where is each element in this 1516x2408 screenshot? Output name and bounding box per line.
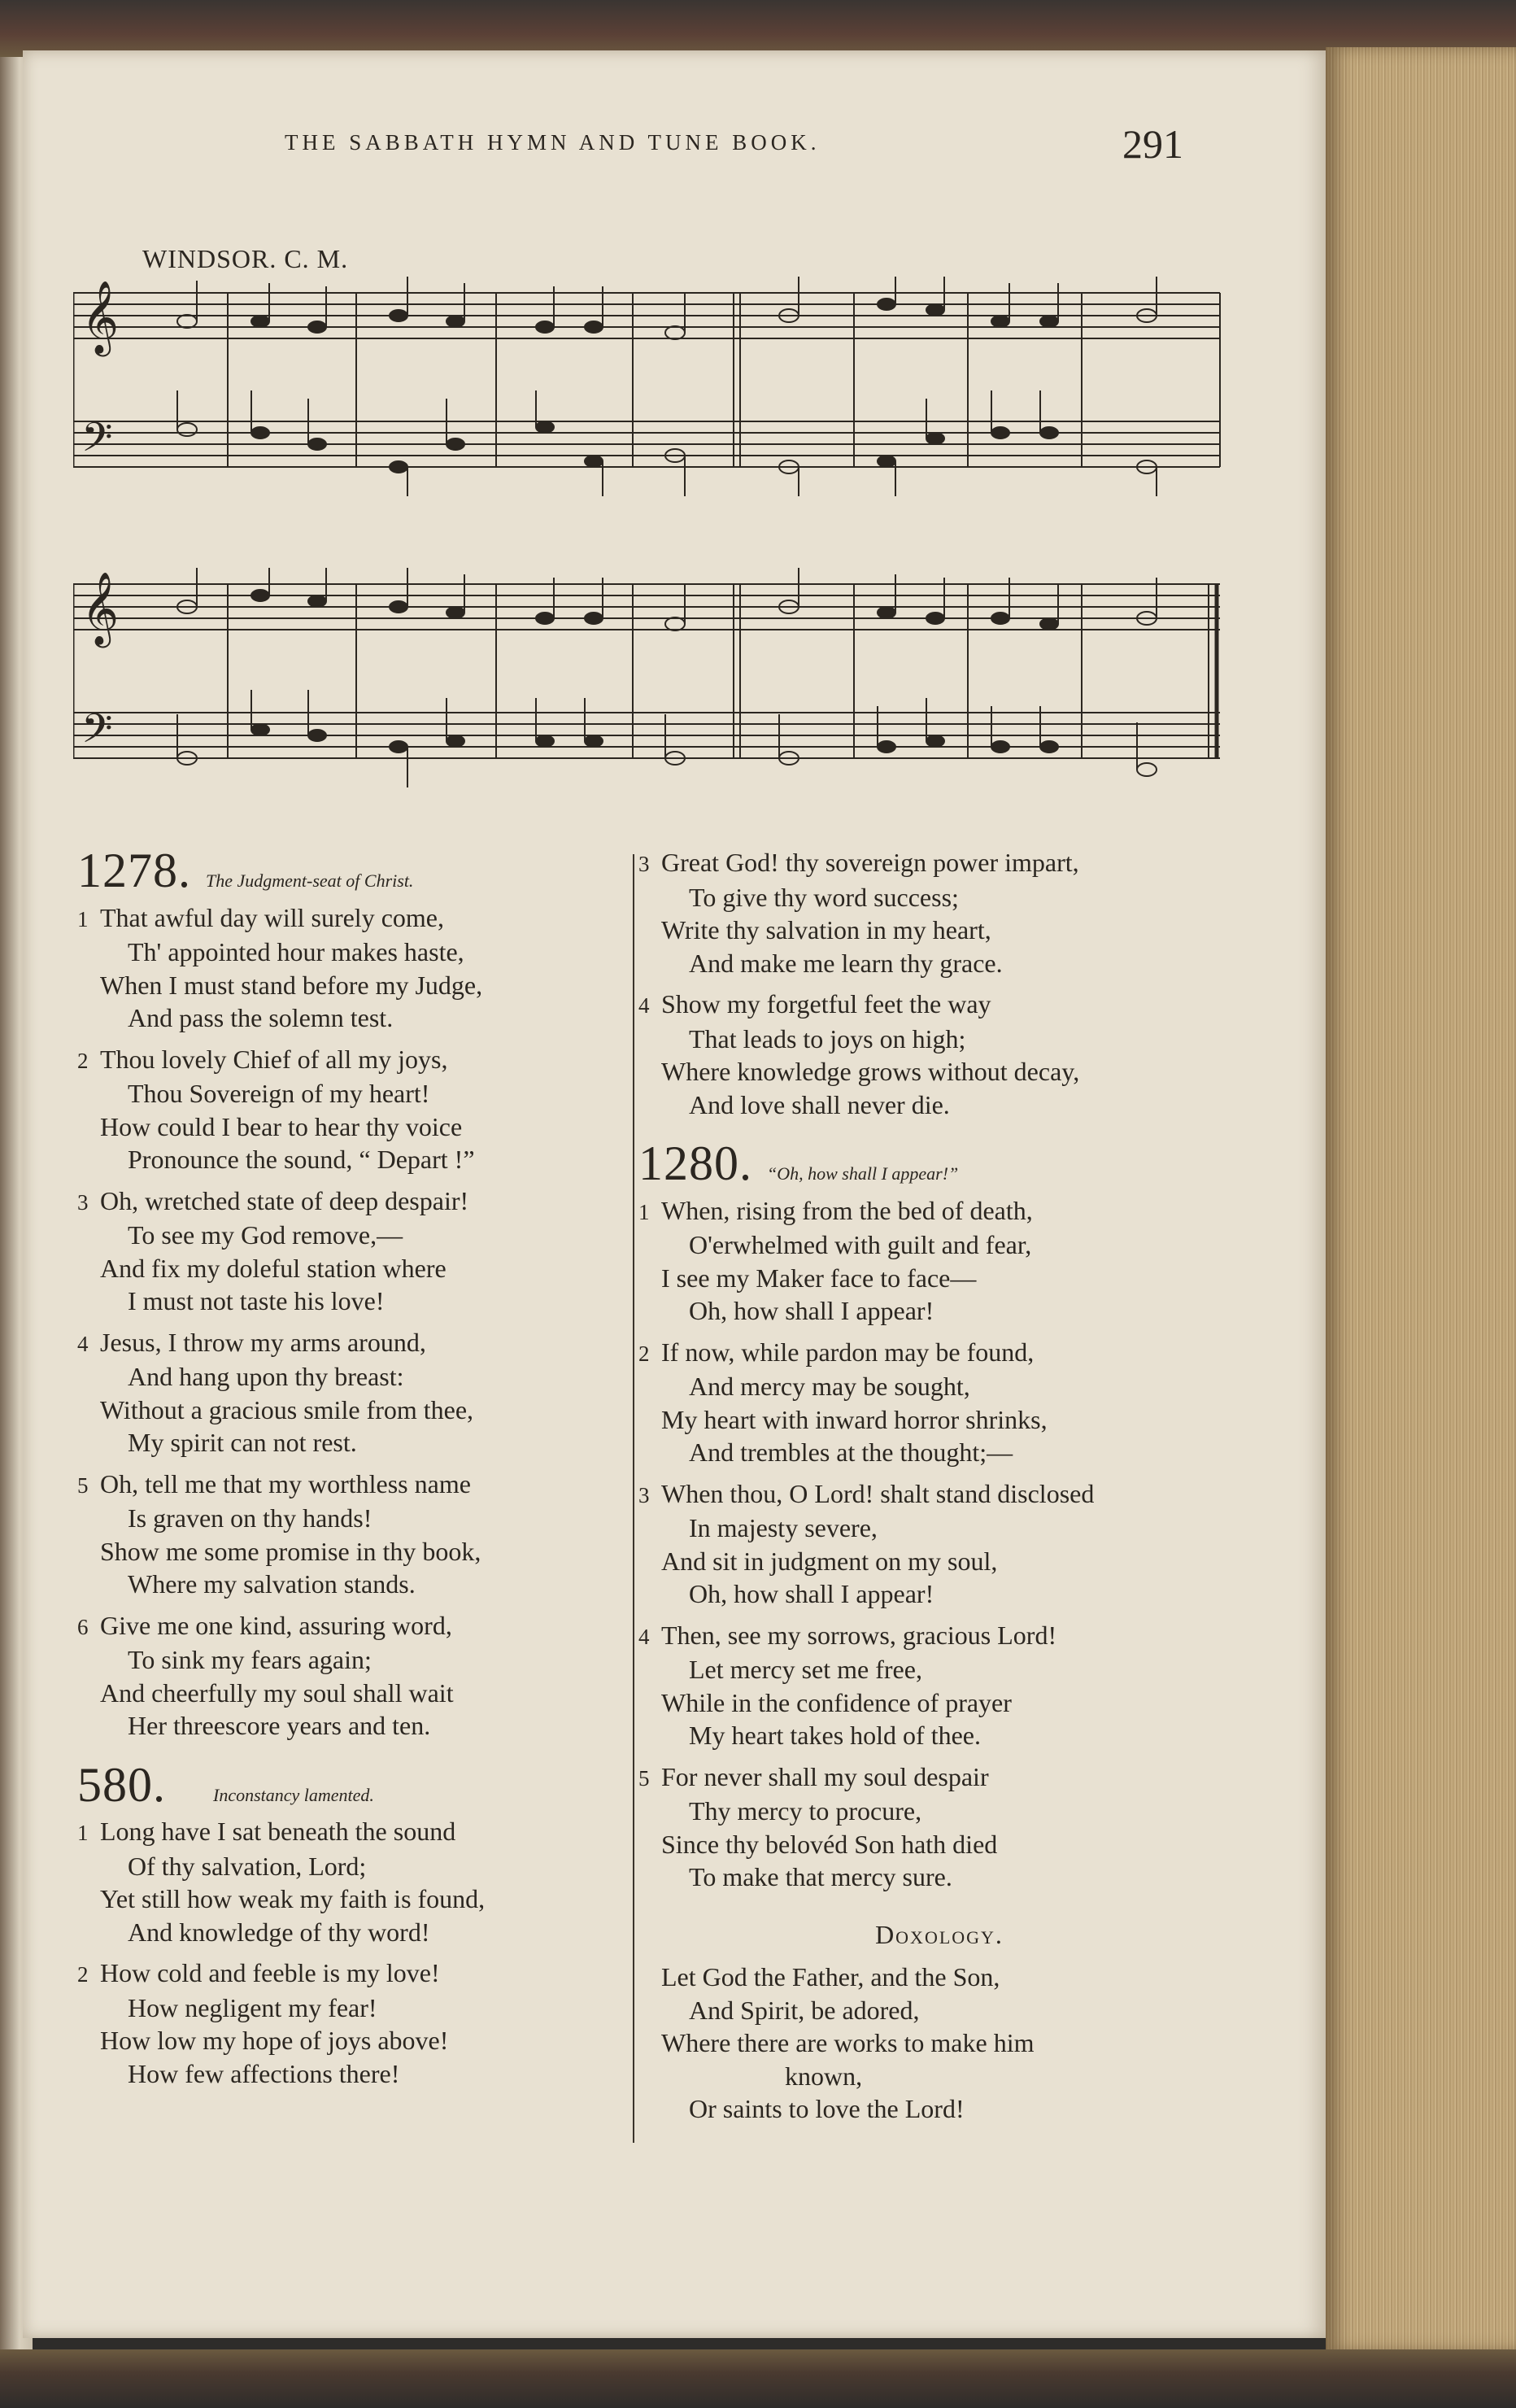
verse-line: And cheerfully my soul shall wait [100, 1677, 454, 1708]
stanza: 1 That awful day will surely come, Th' appointed hour makes haste, When I must stand before my Judge, And pass the solemn test. [77, 901, 598, 1035]
verse-line: And love shall never die. [689, 1089, 950, 1119]
stanza: 3 When thou, O Lord! shalt stand disclosed In majesty severe, And sit in judgment on my soul, Oh, how shall I appear! [638, 1477, 1240, 1611]
verse-line: Her threescore years and ten. [128, 1711, 431, 1740]
verse-line: How could I bear to hear thy voice [100, 1111, 463, 1141]
hymn-subtitle: The Judgment-seat of Christ. [206, 870, 414, 891]
right-column [638, 846, 1240, 2134]
verse-line: Th' appointed hour makes haste, [128, 937, 464, 966]
verse-line: Is graven on thy hands! [128, 1503, 372, 1533]
verse-line: Let God the Father, and the Son, [661, 1962, 1000, 1991]
verse-line: To see my God remove,— [128, 1220, 403, 1250]
doxology-title: Doxology. [875, 1919, 1004, 1949]
verse-line: Long have I sat beneath the sound [100, 1817, 456, 1846]
verse-line: Give me one kind, assuring word, [100, 1610, 452, 1640]
verse-line: My heart with inward horror shrinks, [661, 1404, 1048, 1434]
stanza: 5 For never shall my soul despair Thy mercy to procure, Since thy belovéd Son hath died To make that mercy sure. [638, 1760, 1240, 1894]
verse-line: While in the confidence of prayer [661, 1687, 1012, 1717]
verse-line: known, [785, 2061, 863, 2091]
book-binding-top [0, 0, 1516, 57]
verse-line: Of thy salvation, Lord; [128, 1851, 367, 1881]
stanza: 4 Jesus, I throw my arms around, And hang upon thy breast: Without a gracious smile from thee, My spirit can not rest. [77, 1326, 598, 1459]
verse-line: Or saints to love the Lord! [689, 2094, 965, 2123]
verse-line: Write thy salvation in my heart, [661, 915, 991, 944]
verse-line: Let mercy set me free, [689, 1655, 922, 1684]
column-divider [633, 854, 634, 2143]
svg-text:𝄢: 𝄢 [81, 705, 113, 762]
verse-line: And mercy may be sought, [689, 1372, 970, 1401]
verse-line: And knowledge of thy word! [128, 1917, 430, 1947]
verse-line: My heart takes hold of thee. [689, 1721, 981, 1750]
verse-line: Thou Sovereign of my heart! [128, 1079, 430, 1108]
stanza: 6 Give me one kind, assuring word, To sink my fears again; And cheerfully my soul shall wait Her threescore years and ten. [77, 1609, 598, 1743]
hymn-1278-heading [77, 846, 598, 898]
verse-line: That leads to joys on high; [689, 1023, 966, 1054]
stanza: 1 When, rising from the bed of death, O'erwhelmed with guilt and fear, I see my Maker face to face— Oh, how shall I appear! [638, 1194, 1240, 1328]
svg-text:𝄢: 𝄢 [81, 414, 113, 471]
running-head: THE SABBATH HYMN AND TUNE BOOK. [285, 130, 821, 155]
verse-line: Thou lovely Chief of all my joys, [100, 1044, 448, 1074]
verse-line: Then, see my sorrows, gracious Lord! [661, 1620, 1057, 1650]
verse-line: Where my salvation stands. [128, 1569, 416, 1599]
hymn-subtitle: Inconstancy lamented. [213, 1784, 374, 1805]
verse-line: And sit in judgment on my soul, [661, 1546, 998, 1576]
verse-line: Great God! thy sovereign power impart, [661, 848, 1079, 877]
stanza: 2 How cold and feeble is my love! How negligent my fear! How low my hope of joys above! How few affections there! [77, 1956, 598, 2090]
verse-line: To sink my fears again; [128, 1645, 372, 1674]
stanza: 5 Oh, tell me that my worthless name Is graven on thy hands! Show me some promise in thy book, Where my salvation stands. [77, 1468, 598, 1601]
hymn-580-heading [77, 1757, 598, 1813]
verse-line: Show my forgetful feet the way [661, 989, 991, 1019]
verse-line: How negligent my fear! [128, 1992, 377, 2022]
hymn-number: 1278. [77, 844, 191, 897]
hymn-subtitle: “Oh, how shall I appear!” [767, 1163, 959, 1184]
verse-line: When I must stand before my Judge, [100, 970, 483, 1000]
hymn-number: 580. [77, 1757, 166, 1812]
verse-line: That awful day will surely come, [100, 902, 444, 932]
verse-line: Oh, tell me that my worthless name [100, 1468, 471, 1498]
verse-line: Since thy belovéd Son hath died [661, 1829, 998, 1859]
tune-title: WINDSOR. C. M. [142, 244, 349, 273]
stanza: 3 Oh, wretched state of deep despair! To see my God remove,— And fix my doleful station where I must not taste his love! [77, 1184, 598, 1318]
stanza: 4 Then, see my sorrows, gracious Lord! Let mercy set me free, While in the confidence of prayer My heart takes hold of thee. [638, 1619, 1240, 1752]
verse-line: When thou, O Lord! shalt stand disclosed [661, 1478, 1095, 1508]
verse-line: Where knowledge grows without decay, [661, 1057, 1080, 1086]
stanza: 2 If now, while pardon may be found, And mercy may be sought, My heart with inward horror shrinks, And trembles at the thought;— [638, 1336, 1240, 1469]
music-system-1 [73, 277, 1228, 496]
verse-line: I must not taste his love! [128, 1286, 385, 1315]
verse-line: To make that mercy sure. [689, 1862, 952, 1891]
page-fore-edge [1326, 47, 1516, 2351]
music-system-2 [73, 568, 1228, 796]
verse-line: And pass the solemn test. [128, 1003, 394, 1032]
book-binding-bottom [0, 2349, 1516, 2408]
verse-line: If now, while pardon may be found, [661, 1337, 1035, 1367]
verse-line: Thy mercy to procure, [689, 1796, 922, 1826]
page-number: 291 [1122, 121, 1183, 167]
verse-line: And fix my doleful station where [100, 1253, 447, 1283]
verse-line: When, rising from the bed of death, [661, 1195, 1033, 1225]
verse-line: How low my hope of joys above! [100, 2026, 449, 2055]
verse-line: For never shall my soul despair [661, 1761, 989, 1791]
verse-line: And trembles at the thought;— [689, 1437, 1013, 1467]
stanza: 4 Show my forgetful feet the way That leads to joys on high; Where knowledge grows without decay, And love shall never die. [638, 988, 1240, 1121]
verse-line: How cold and feeble is my love! [100, 1958, 440, 1987]
verse-line: Oh, how shall I appear! [689, 1296, 934, 1325]
verse-line: To give thy word success; [689, 882, 959, 912]
svg-text:𝄞: 𝄞 [81, 572, 120, 645]
verse-line: Oh, how shall I appear! [689, 1579, 934, 1608]
stanza: 3 Great God! thy sovereign power impart, To give thy word success; Write thy salvation in my heart, And make me learn thy grace. [638, 846, 1240, 979]
doxology [638, 1961, 1240, 2126]
verse-line: Pronounce the sound, “ Depart !” [128, 1145, 475, 1174]
svg-text:𝄞: 𝄞 [81, 281, 120, 354]
verse-line: O'erwhelmed with guilt and fear, [689, 1230, 1032, 1259]
hymn-1280-heading [638, 1136, 1240, 1191]
verse-line: Show me some promise in thy book, [100, 1536, 481, 1566]
hymn-number: 1280. [638, 1136, 752, 1190]
stanza: 2 Thou lovely Chief of all my joys, Thou Sovereign of my heart! How could I bear to hear thy voice Pronounce the sound, “ Depart !” [77, 1043, 598, 1176]
verse-line: Without a gracious smile from thee, [100, 1394, 474, 1424]
verse-line: Yet still how weak my faith is found, [100, 1884, 486, 1913]
verse-line: And make me learn thy grace. [689, 948, 1003, 978]
verse-line: And hang upon thy breast: [128, 1362, 404, 1391]
verse-line: How few affections there! [128, 2058, 400, 2088]
verse-line: And Spirit, be adored, [689, 1995, 920, 2025]
left-column [77, 846, 598, 2098]
verse-line: My spirit can not rest. [128, 1428, 357, 1457]
verse-line: Where there are works to make him [661, 2028, 1035, 2057]
verse-line: I see my Maker face to face— [661, 1263, 977, 1293]
verse-line: In majesty severe, [689, 1513, 878, 1542]
verse-line: Jesus, I throw my arms around, [100, 1327, 426, 1357]
stanza: 1 Long have I sat beneath the sound Of thy salvation, Lord; Yet still how weak my faith is found, And knowledge of thy word! [77, 1815, 598, 1948]
verse-line: Oh, wretched state of deep despair! [100, 1185, 469, 1215]
